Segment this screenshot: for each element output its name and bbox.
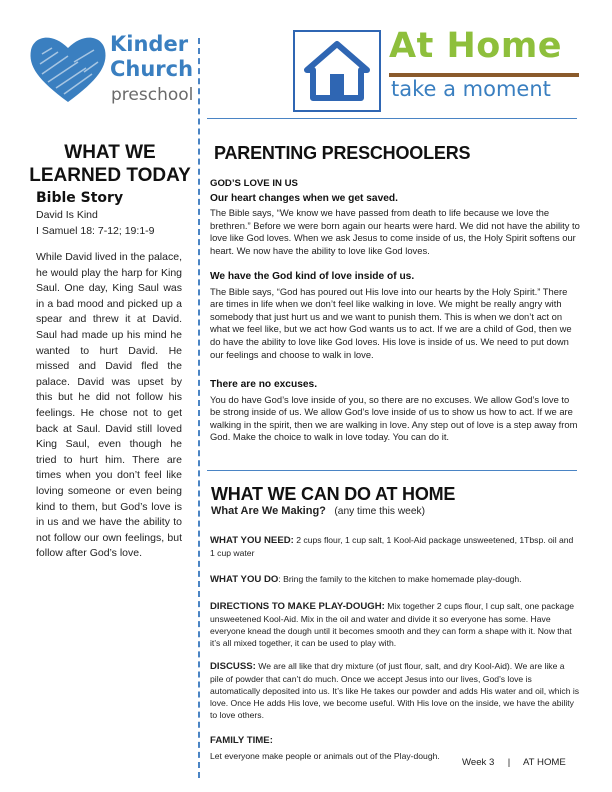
left-heading: WHAT WE LEARNED TODAY xyxy=(29,142,191,186)
logo-kinder: Kinder xyxy=(110,32,189,56)
making-line xyxy=(211,505,425,517)
story-name: David Is Kind xyxy=(36,209,98,221)
parenting-section-3 xyxy=(210,379,582,444)
footer-section: AT HOME xyxy=(523,757,566,768)
family-label: FAMILY TIME: xyxy=(210,735,273,746)
directions xyxy=(210,600,580,649)
making-label: What Are We Making? xyxy=(211,505,326,517)
what-you-do xyxy=(210,573,580,586)
logo-at-home: At Home xyxy=(389,26,563,66)
section-3-body: You do have God’s love inside of you, so there are no excuses. We allow God’s love to be strong inside of us. We allow God’s love inside of us to show us how to act. If we are walking in the spirit, then we are walking in love. Any step out of love is a step away from God. Make the choice to walk in love today. You can do it. xyxy=(210,393,578,443)
scripture-reference: I Samuel 18: 7-12; 19:1-9 xyxy=(36,225,155,237)
directions-text: Mix together 2 cups flour, I cup salt, one package unsweetened Kool-Aid. Mix in the oil and water and divide it so everyone has some. Have everyone knead the dough until it becomes smooth and they can form a shape with it. Now that it’s all mixed together, it can be used to play with. xyxy=(210,601,575,648)
bible-story-title: Bible Story xyxy=(36,190,124,206)
top-rule xyxy=(207,118,577,119)
parenting-section-2 xyxy=(210,271,582,361)
section-2-body: The Bible says, “God has poured out His love into our hearts by the Holy Spirit.” There are times in life when we don’t feel like walking in love. We might be really angry with somebody that just hurt us and we want to punish them. This is when we don’t act on what we feel like, but we act how God wants us to act. If we are a child of God, then we do have the ability to love like God loves. His love is inside of us. We need to put down our feelings and choose to walk in love. xyxy=(210,285,572,360)
logo-church: Church xyxy=(110,57,194,81)
discuss-label: DISCUSS: xyxy=(210,661,256,672)
section-3-title: There are no excuses. xyxy=(210,379,318,390)
directions-label: DIRECTIONS TO MAKE PLAY-DOUGH: xyxy=(210,601,385,612)
section-2-title: We have the God kind of love inside of us. xyxy=(210,271,415,282)
footer-separator: | xyxy=(507,757,511,768)
discuss-text: We are all like that dry mixture (of just flour, salt, and dry Kool-Aid). We are like a pile of powder that can’t do much. Once we accept Jesus into our lives, God’s love is automatically deposited into us. It’s like He takes our powder and adds His water and oil, which is love. Once He adds His love, we become useful. With His love on the inside, we have the ability to love others. xyxy=(210,661,580,720)
story-text: While David lived in the palace, he would play the harp for King Saul. One day, King Saul was in a bad mood and picked up a spear and threw it at David. Saul had made up his mind he wanted to hurt David. He missed and David fled the palace. David was upset by this but he did not follow his feelings. He chose not to get back at Saul. David still loved King Saul, even though he tried to hurt him. There are times when you don’t feel like loving someone or even being kind to them, but God’s love is in us and we have the ability to not follow our own feelings, but follow after God’s love. xyxy=(36,251,182,560)
at-home-logo xyxy=(293,26,583,120)
section-1-title: Our heart changes when we get saved. xyxy=(210,192,398,204)
do-text: : Bring the family to the kitchen to make homemade play-dough. xyxy=(278,574,522,584)
heart-icon xyxy=(28,32,108,107)
family-text: Let everyone make people or animals out of the Play-dough. xyxy=(210,751,440,761)
middle-rule xyxy=(207,470,577,471)
discuss xyxy=(210,660,580,721)
parenting-heading: PARENTING PRESCHOOLERS xyxy=(214,143,471,163)
logo-preschool: preschool xyxy=(111,85,194,105)
kinder-church-logo xyxy=(28,32,198,112)
logo-text-kinder-church xyxy=(110,32,193,82)
page-footer xyxy=(462,757,566,768)
section-1-body: The Bible says, “We know we have passed from death to life because we love the brethren.” Before we were born again our hearts were hard. We did not have the ability to love like God loves. When we ask Jesus to come inside of us, the Holy Spirit softens our heart. We now have the ability to love like God loves. xyxy=(210,207,580,256)
need-label: WHAT YOU NEED: xyxy=(210,535,294,546)
logo-take-a-moment: take a moment xyxy=(391,77,551,101)
parenting-topic: GOD’S LOVE IN US xyxy=(210,178,298,189)
making-note: (any time this week) xyxy=(334,506,425,517)
footer-week: Week 3 xyxy=(462,757,495,768)
do-label: WHAT YOU DO xyxy=(210,574,279,585)
home-heading: WHAT WE CAN DO AT HOME xyxy=(211,484,456,504)
house-icon xyxy=(295,32,379,110)
house-frame xyxy=(293,30,381,112)
parenting-section-1 xyxy=(210,178,582,258)
what-you-need xyxy=(210,534,580,559)
column-divider xyxy=(198,38,200,778)
need-text: 2 cups flour, 1 cup salt, 1 Kool-Aid package unsweetened, 1Tbsp. oil and 1 cup water xyxy=(210,535,574,558)
